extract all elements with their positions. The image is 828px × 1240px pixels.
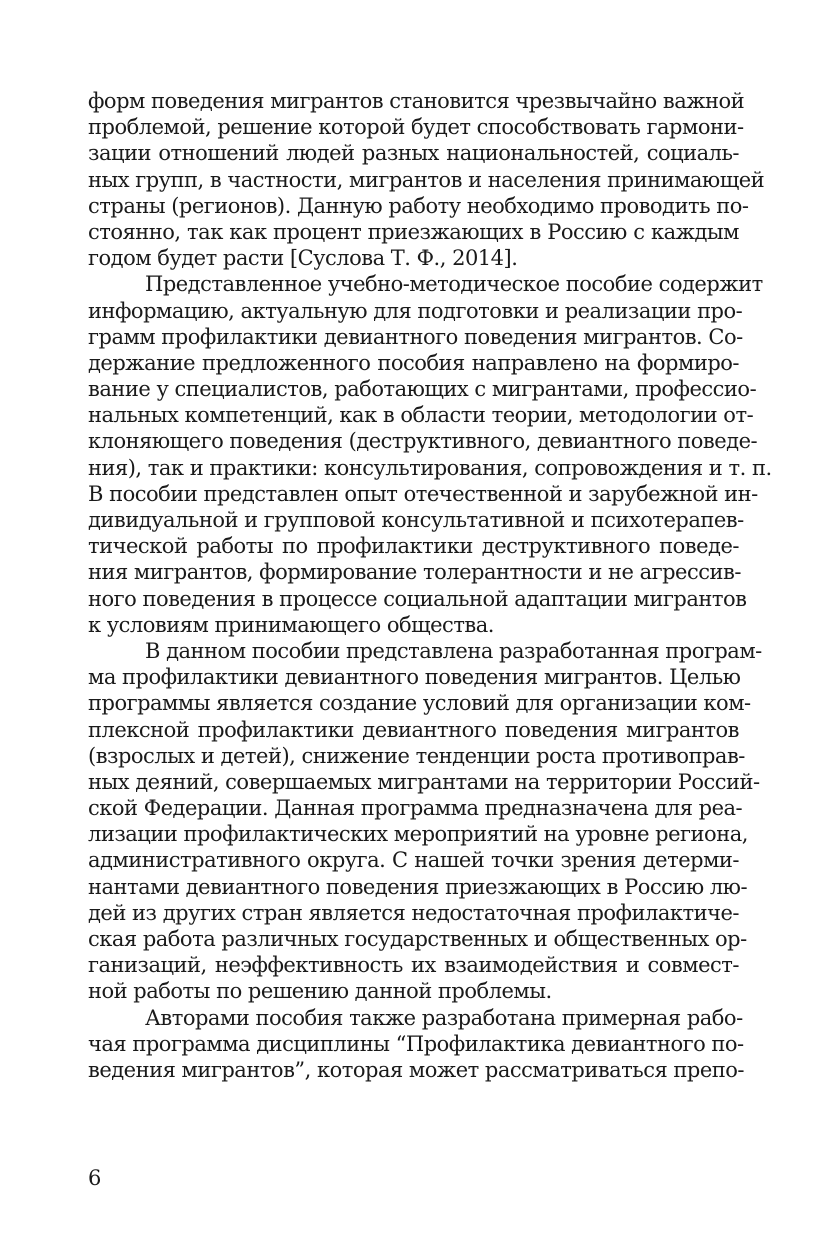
text-line: вание у специалистов, работающих с мигрантами, профессио- [88, 377, 757, 402]
text-line: программы является создание условий для организации ком- [88, 691, 751, 716]
text-line: ных деяний, совершаемых мигрантами на территории Россий- [88, 769, 760, 794]
text-line: годом будет расти [Суслова Т. Ф., 2014]. [88, 246, 518, 271]
text-line: нантами девиантного поведения приезжающих в Россию лю- [88, 874, 748, 899]
text-line: чая программа дисциплины “Профилактика девиантного по- [88, 1031, 744, 1056]
text-line: держание предложенного пособия направлено на формиро- [88, 350, 739, 375]
text-line: к условиям принимающего общества. [88, 612, 494, 637]
text-line: ская работа различных государственных и общественных ор- [88, 927, 747, 951]
page-body [88, 88, 772, 1083]
text-line: ской Федерации. Данная программа предназначена для реа- [88, 796, 743, 821]
paragraph [88, 271, 772, 638]
text-line: (взрослых и детей), снижение тенденции роста противоправ- [88, 743, 745, 768]
text-line: клоняющего поведения (деструктивного, девиантного поведе- [88, 429, 758, 454]
text-line: Представленное учебно-методическое пособие содержит [145, 272, 763, 297]
text-line: ного поведения в процессе социальной адаптации мигрантов [88, 586, 747, 611]
text-line: грамм профилактики девиантного поведения мигрантов. Со- [88, 324, 743, 349]
text-line: Авторами пособия также разработана примерная рабо- [145, 1005, 743, 1030]
text-line: ния), так и практики: консультирования, сопровождения и т. п. [88, 455, 772, 480]
text-line: информацию, актуальную для подготовки и реализации про- [88, 298, 743, 323]
text-line: ния мигрантов, формирование толерантности и не агрессив- [88, 560, 741, 585]
page-number: 6 [88, 1166, 102, 1190]
text-line: плексной профилактики девиантного поведения мигрантов [88, 717, 739, 742]
paragraph [88, 1005, 744, 1084]
text-line: ма профилактики девиантного поведения мигрантов. Целью [88, 665, 741, 690]
text-line: ганизаций, неэффективность их взаимодействия и совмест- [88, 953, 739, 978]
text-line: проблемой, решение которой будет способствовать гармони- [88, 115, 744, 140]
text-line: лизации профилактических мероприятий на уровне региона, [88, 822, 748, 847]
paragraph [88, 638, 762, 1005]
text-line: В данном пособии представлена разработанная програм- [145, 638, 762, 663]
text-line: В пособии представлен опыт отечественной и зарубежной ин- [88, 481, 758, 506]
text-line: дей из других стран является недостаточная профилактиче- [88, 900, 739, 925]
text-line: дивидуальной и групповой консультативной и психотерапев- [88, 508, 744, 532]
text-line: зации отношений людей разных национальностей, социаль- [88, 141, 739, 166]
text-line: нальных компетенций, как в области теории, методологии от- [88, 403, 754, 428]
text-line: ведения мигрантов”, которая может рассматриваться препо- [88, 1057, 744, 1082]
text-line: форм поведения мигрантов становится чрезвычайно важной [88, 89, 745, 113]
text-line: ной работы по решению данной проблемы. [88, 979, 552, 1004]
text-line: ных групп, в частности, мигрантов и населения принимающей [88, 167, 765, 192]
text-line: тической работы по профилактики деструктивного поведе- [88, 534, 739, 559]
text-line: административного округа. С нашей точки зрения детерми- [88, 848, 739, 873]
text-line: страны (регионов). Данную работу необходимо проводить по- [88, 193, 749, 218]
paragraph [88, 88, 765, 271]
text-line: стоянно, так как процент приезжающих в Россию с каждым [88, 219, 739, 244]
